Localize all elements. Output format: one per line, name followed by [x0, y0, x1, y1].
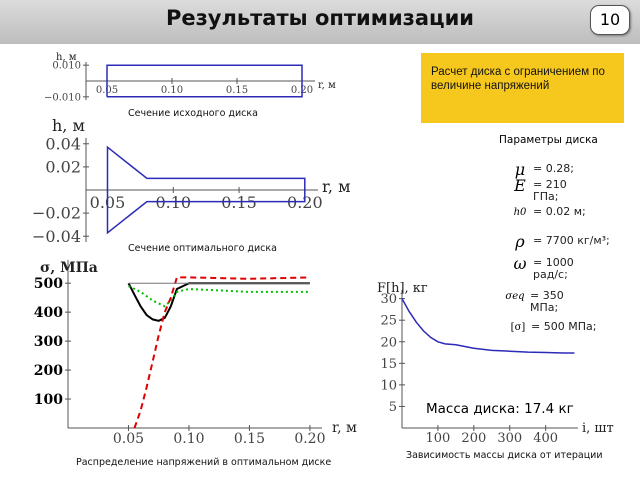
y-tick-label: −0.010	[43, 92, 81, 104]
param-sigma-eq	[500, 290, 590, 314]
y-tick-label: 100	[33, 391, 63, 408]
y-tick-label: −0.02	[31, 203, 81, 223]
slide-number-badge: 10	[590, 5, 630, 35]
param-sigma-allow	[505, 321, 596, 335]
y-axis-label: σ, МПа	[40, 260, 98, 276]
param-e-symbol: E	[514, 176, 526, 195]
x-tick-label: 0.10	[155, 193, 192, 212]
x-tick-label: 0.05	[112, 431, 145, 447]
y-tick-label: 0.02	[45, 157, 81, 177]
mass-label: Масса диска: 17.4 кг	[422, 398, 586, 420]
param-sigma-allow-symbol: [σ]	[510, 322, 526, 333]
x-tick-label: 0.10	[173, 431, 205, 447]
x-tick-label: 0.05	[89, 193, 126, 212]
param-h0	[507, 206, 586, 220]
series-line-0	[108, 147, 305, 233]
y-tick-label: 0.010	[52, 60, 81, 72]
y-tick-label: 20	[380, 335, 397, 351]
y-tick-label: −0.04	[31, 226, 81, 246]
y-axis-label: F[h], кг	[377, 281, 428, 296]
y-tick-label: 30	[380, 292, 397, 308]
note-box: Расчет диска с ограничением по величине напряжений	[421, 53, 624, 123]
caption-stress-distribution: Распределение напряжений в оптимальном диске	[76, 457, 332, 468]
param-sigma-eq-value: = 350 МПа;	[530, 289, 564, 314]
x-tick-label: 0.20	[294, 431, 326, 447]
param-e-value: = 210 ГПа;	[533, 178, 567, 203]
y-tick-label: 200	[33, 362, 63, 379]
param-omega-symbol: ω	[513, 254, 527, 273]
x-tick-label: 0.15	[221, 193, 257, 212]
y-tick-label: 25	[380, 313, 397, 329]
page-title: Результаты оптимизации	[165, 6, 475, 30]
header-bar	[0, 0, 640, 44]
param-sigma-eq-symbol: σeq	[505, 291, 525, 302]
x-axis-label: r, м	[322, 177, 351, 196]
series-line-0	[107, 65, 302, 97]
x-tick-label: 0.20	[287, 193, 323, 212]
param-h0-symbol: h0	[513, 207, 527, 218]
y-tick-label: 10	[380, 378, 397, 394]
x-tick-label: 0.10	[160, 85, 184, 96]
param-mu-value: = 0.28;	[533, 162, 574, 175]
series-line-1	[129, 286, 310, 306]
caption-initial-section: Сечение исходного диска	[128, 108, 258, 119]
param-sigma-allow-value: = 500 МПа;	[531, 320, 597, 333]
y-tick-label: 400	[33, 305, 63, 322]
x-tick-label: 0.05	[95, 85, 119, 96]
x-axis-label: r, м	[332, 420, 357, 436]
series-line-2	[135, 277, 310, 428]
param-rho-symbol: ρ	[515, 232, 525, 251]
param-rho	[507, 232, 610, 251]
y-axis-label: h, м	[56, 52, 77, 63]
x-tick-label: 0.15	[233, 431, 266, 447]
x-tick-label: 0.15	[225, 85, 249, 96]
y-axis-label: h, м	[52, 116, 85, 135]
x-tick-label: 300	[497, 431, 523, 446]
param-h0-value: = 0.02 м;	[533, 205, 586, 218]
x-tick-label: 0.20	[290, 85, 314, 96]
series-line-0	[129, 283, 310, 321]
y-tick-label: 15	[380, 356, 397, 372]
params-title: Параметры диска	[499, 134, 598, 146]
param-e	[507, 176, 587, 203]
x-tick-label: 400	[533, 431, 559, 446]
param-mu	[507, 160, 574, 179]
param-omega	[507, 254, 587, 281]
caption-optimal-section: Сечение оптимального диска	[128, 243, 277, 254]
y-tick-label: 5	[388, 399, 397, 415]
param-rho-value: = 7700 кг/м³;	[533, 234, 610, 247]
y-tick-label: 0.04	[45, 134, 81, 154]
x-tick-label: 200	[461, 431, 487, 446]
param-mu-symbol: μ	[514, 160, 526, 179]
x-axis-label: r, м	[318, 80, 336, 91]
x-axis-label: i, шт	[582, 421, 614, 436]
y-tick-label: 300	[33, 334, 63, 351]
y-tick-label: 500	[33, 276, 63, 293]
caption-mass-iterations: Зависимость массы диска от итерации	[406, 450, 603, 461]
x-tick-label: 100	[425, 431, 451, 446]
param-omega-value: = 1000 рад/с;	[533, 256, 574, 281]
